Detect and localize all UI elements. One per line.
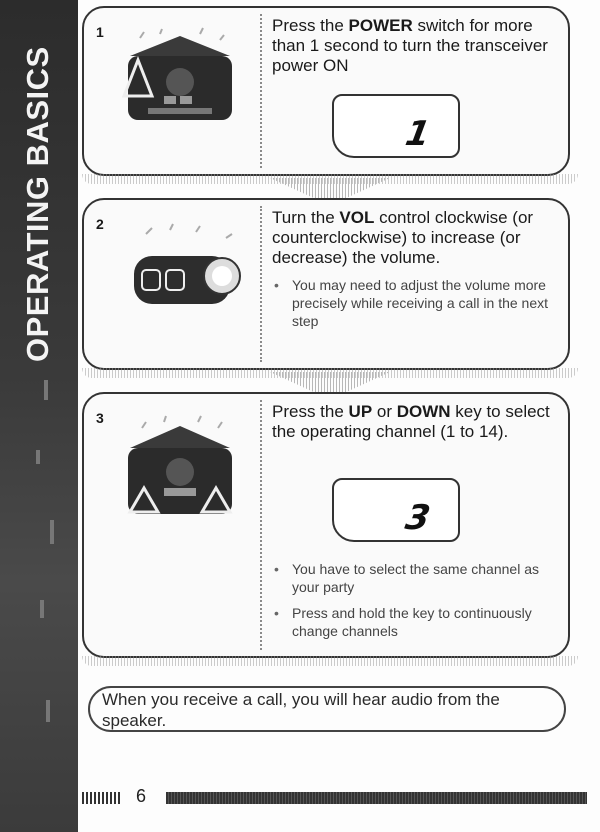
step-instruction	[272, 402, 556, 442]
step-2-panel	[82, 198, 570, 370]
lcd-display	[332, 478, 460, 542]
side-band	[0, 0, 78, 832]
instruction-text: switch for more than 1 second to turn the transceiver power ON	[272, 16, 548, 75]
up-key-label: UP	[348, 402, 373, 421]
radio-front-icon	[120, 412, 240, 530]
divider	[260, 206, 262, 362]
vol-control-label: VOL	[339, 208, 375, 227]
lcd-channel: 3	[402, 498, 434, 538]
instruction-text: control clockwise (or counterclockwise) to increase (or decrease) the volume.	[272, 208, 534, 267]
band-mark	[40, 600, 44, 618]
connector-arrow	[270, 372, 390, 394]
instruction-text: key to select the operating channel (1 to 14).	[272, 402, 550, 441]
band-mark	[44, 380, 48, 400]
instruction-text: Press the	[272, 16, 349, 35]
page-footer	[82, 786, 587, 810]
section-title: OPERATING BASICS	[20, 46, 55, 362]
step-3-panel	[82, 392, 570, 658]
note: • You have to select the same channel as your party	[272, 560, 556, 596]
step-number: 1	[96, 24, 104, 40]
step-number: 2	[96, 216, 104, 232]
divider	[260, 400, 262, 650]
band-mark	[46, 700, 50, 722]
lcd-channel: 1	[402, 114, 434, 154]
lcd-display	[332, 94, 460, 158]
power-key-label: POWER	[348, 16, 413, 35]
footer-bar	[82, 792, 122, 804]
note: • Press and hold the key to continuously change channels	[272, 604, 556, 640]
radio-front-icon	[120, 26, 240, 136]
band-mark	[50, 520, 54, 544]
down-key-label: DOWN	[396, 402, 451, 421]
callout-bubble	[88, 686, 566, 732]
radio-top-icon	[126, 220, 246, 320]
step-number: 3	[96, 410, 104, 426]
instruction-text: or	[372, 402, 397, 421]
notes-list	[272, 552, 556, 640]
divider	[260, 14, 262, 168]
callout-text: When you receive a call, you will hear audio from the speaker.	[102, 690, 500, 730]
step-instruction	[272, 16, 556, 76]
note: • You may need to adjust the volume more precisely while receiving a call in the next step	[272, 276, 556, 330]
instruction-text: Turn the	[272, 208, 340, 227]
step-1-panel	[82, 6, 570, 176]
connector-arrow	[270, 178, 390, 200]
instruction-text: Press the	[272, 402, 349, 421]
page-number: 6	[136, 786, 147, 806]
band-mark	[36, 450, 40, 464]
footer-bar	[166, 792, 587, 804]
step-instruction	[272, 208, 556, 330]
